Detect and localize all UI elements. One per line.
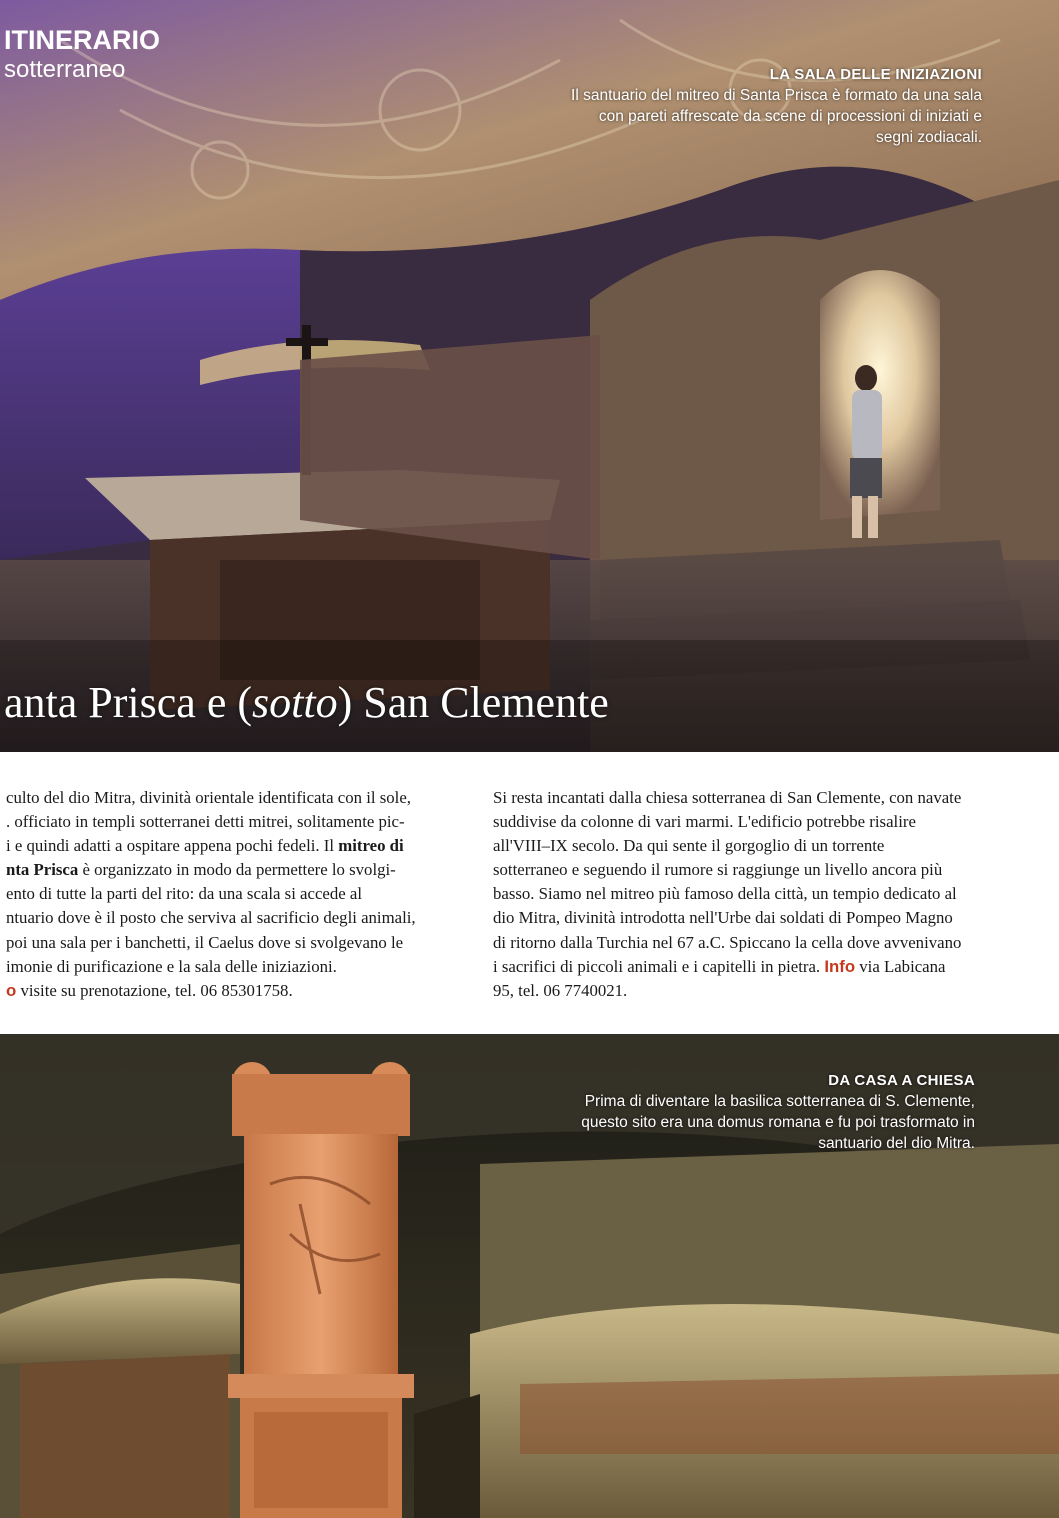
section-title: ITINERARIO xyxy=(4,25,161,55)
right-paragraph-text: Si resta incantati dalla chiesa sotterranea di San Clemente, con navate suddivise da colonne di vari marmi. L'edificio potrebbe risalire all'VIII–IX secolo. Da qui sente il gorgoglio di un torrente sotterraneo e seguendo il rumore si raggiunge un livello ancora più basso. Siamo nel mitreo più famoso della città, un tempio dedicato al dio Mitra, divinità introdotta nell'Urbe dai soldati di Pompeo Magno di ritorno dalla Turchia nel 67 a.C. Spiccano la cella dove avvenivano i sacrifici di piccoli animali e i capitelli in pietra. xyxy=(493,788,962,976)
bottom-caption-title: DA CASA A CHIESA xyxy=(828,1072,975,1089)
top-caption-body: Il santuario del mitreo di Santa Prisca è formato da una sala con pareti affrescate da scene di processioni di iniziati e segni zodiacali. xyxy=(571,87,982,146)
right-info-label: Info xyxy=(824,956,856,976)
left-line-4 xyxy=(6,858,451,882)
right-info-text: via Labicana 95, tel. 06 7740021. xyxy=(493,956,946,1000)
left-line-1: culto del dio Mitra, divinità orientale identificata con il sole, xyxy=(6,788,411,807)
left-text-column xyxy=(6,786,451,1003)
left-line-5: ento di tutte la parti del rito: da una scala si accede al xyxy=(6,884,362,904)
top-caption-title: LA SALA DELLE INIZIAZIONI xyxy=(769,66,982,83)
left-line-4-text: è organizzato in modo da permettere lo svolgi- xyxy=(78,860,396,880)
article-headline xyxy=(4,676,609,730)
headline-part-1: anta Prisca e ( xyxy=(4,678,252,727)
left-line-3-text: i e quindi adatti a ospitare appena pochi fedeli. Il xyxy=(6,836,339,856)
section-label xyxy=(4,24,160,84)
left-line-8: imonie di purificazione e la sala delle iniziazioni. xyxy=(6,956,337,976)
left-line-3 xyxy=(6,834,451,858)
left-info-text: visite su prenotazione, tel. 06 85301758. xyxy=(16,980,293,1000)
top-photo-caption xyxy=(562,64,982,148)
bottom-caption-body: Prima di diventare la basilica sotterranea di S. Clemente, questo sito era una domus romana e fu poi trasformato in santuario del dio Mitra. xyxy=(581,1093,975,1152)
left-info-line xyxy=(6,979,451,1003)
bold-santa-prisca: nta Prisca xyxy=(6,860,79,880)
left-info-label: o xyxy=(6,980,17,1000)
bold-mitreo-label: mitreo di xyxy=(338,836,404,856)
left-line-2: . officiato in templi sotterranei detti mitrei, solitamente pic- xyxy=(6,812,405,832)
section-subtitle: sotterraneo xyxy=(4,56,126,83)
headline-part-2: ) San Clemente xyxy=(337,678,609,727)
right-paragraph xyxy=(493,786,963,1003)
right-text-column xyxy=(493,786,963,1003)
left-line-6: ntuario dove è il posto che serviva al sacrificio degli animali, xyxy=(6,908,416,928)
headline-italic: sotto xyxy=(252,678,338,727)
bottom-photo-caption xyxy=(535,1070,975,1154)
left-line-7: poi una sala per i banchetti, il Caelus dove si svolgevano le xyxy=(6,932,404,952)
